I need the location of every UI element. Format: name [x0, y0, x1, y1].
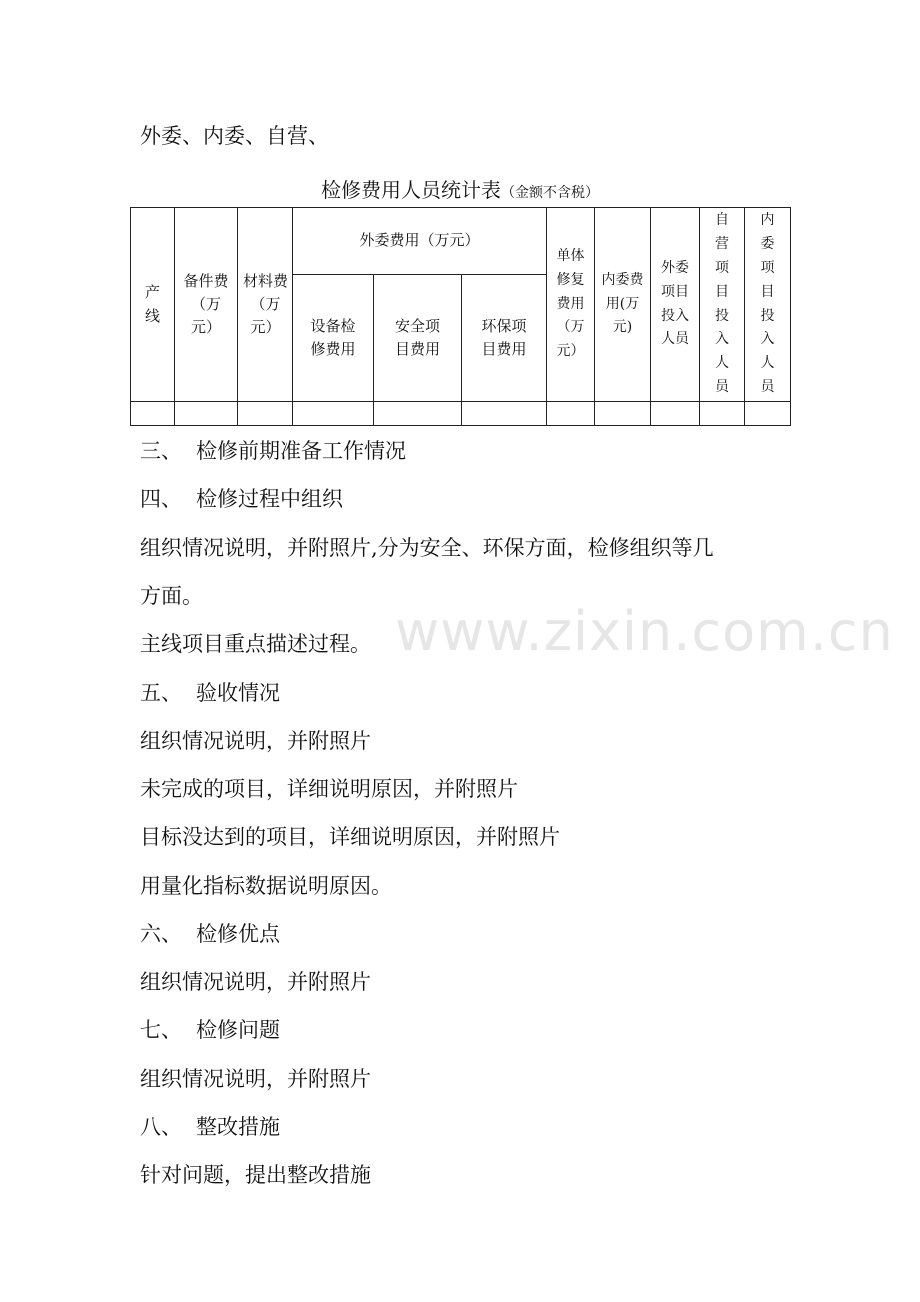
header-internal-staff: 内委项目投入人员 [745, 208, 791, 402]
table-cell[interactable] [595, 402, 651, 426]
table-cell[interactable] [238, 402, 293, 426]
table-cell[interactable] [374, 402, 462, 426]
section-heading: 八、 整改措施 [140, 1115, 280, 1139]
body-line: 主线项目重点描述过程。 [140, 632, 371, 656]
table-cell[interactable] [175, 402, 238, 426]
table-cell[interactable] [293, 402, 374, 426]
header-equipment-repair: 设备检修费用 [293, 275, 374, 402]
table-cell[interactable] [462, 402, 547, 426]
section-heading: 七、 检修问题 [140, 1018, 280, 1042]
header-unit-repair: 单体修复费用（万元） [547, 208, 595, 402]
body-line: 组织情况说明，并附照片 [140, 970, 371, 994]
section-heading: 五、 验收情况 [140, 681, 280, 705]
body-line: 针对问题，提出整改措施 [140, 1163, 371, 1187]
header-internal-cost: 内委费用(万元) [595, 208, 651, 402]
header-line: 产线 [131, 208, 175, 402]
table-title: 检修费用人员统计表 [321, 178, 501, 202]
table-cell[interactable] [700, 402, 745, 426]
table-caption [0, 174, 920, 203]
body-line: 方面。 [140, 584, 203, 608]
header-environment-project: 环保项目费用 [462, 275, 547, 402]
table-cell[interactable] [547, 402, 595, 426]
header-outsourcing-staff: 外委项目投入人员 [651, 208, 700, 402]
header-spare-parts: 备件费（万元） [175, 208, 238, 402]
body-line: 目标没达到的项目，详细说明原因，并附照片 [140, 825, 560, 849]
table-cell[interactable] [651, 402, 700, 426]
watermark: www.zixin.com.cn [395, 600, 894, 663]
table-cell[interactable] [131, 402, 175, 426]
header-safety-project: 安全项目费用 [374, 275, 462, 402]
table-row [131, 402, 791, 426]
table-cell[interactable] [745, 402, 791, 426]
cost-staff-table [130, 207, 791, 426]
header-outsourcing-group: 外委费用（万元） [293, 208, 547, 275]
table-note: （金额不含税） [501, 185, 599, 201]
body-line: 组织情况说明，并附照片,分为安全、环保方面，检修组织等几 [140, 536, 714, 560]
section-heading: 四、 检修过程中组织 [140, 487, 343, 511]
body-line: 组织情况说明，并附照片 [140, 729, 371, 753]
section-heading: 六、 检修优点 [140, 922, 280, 946]
intro-text: 外委、内委、自营、 [140, 124, 329, 148]
section-heading: 三、 检修前期准备工作情况 [140, 439, 406, 463]
body-line: 未完成的项目，详细说明原因，并附照片 [140, 777, 518, 801]
body-line: 用量化指标数据说明原因。 [140, 874, 392, 898]
header-self-staff: 自营项目投入人员 [700, 208, 745, 402]
header-material: 材料费（万元） [238, 208, 293, 402]
body-line: 组织情况说明，并附照片 [140, 1067, 371, 1091]
